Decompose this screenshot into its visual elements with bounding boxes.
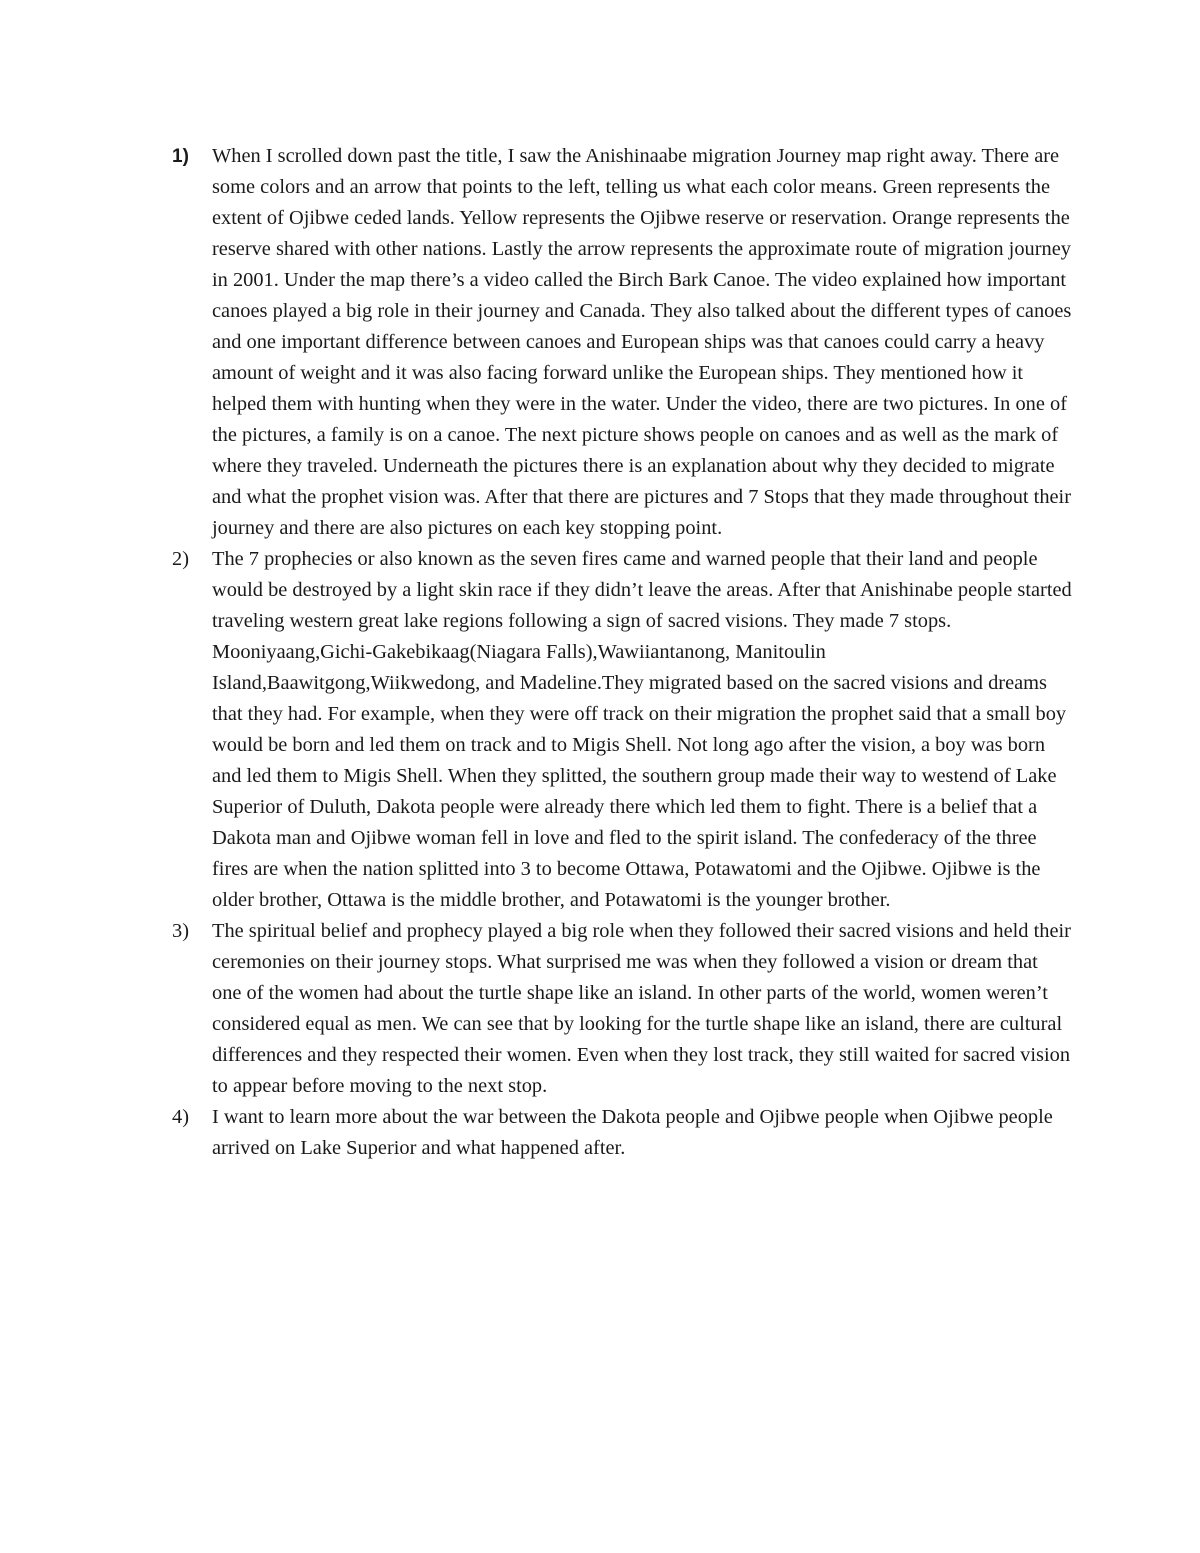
list-item bbox=[172, 544, 1072, 916]
list-item bbox=[172, 916, 1072, 1102]
list-item bbox=[172, 1102, 1072, 1164]
list-item-number: 4) bbox=[172, 1106, 189, 1128]
list-item-text: I want to learn more about the war between the Dakota people and Ojibwe people when Ojibwe people arrived on Lake Superior and what happened after. bbox=[212, 1106, 1053, 1159]
list-item-text: When I scrolled down past the title, I saw the Anishinaabe migration Journey map right away. There are some colors and an arrow that points to the left, telling us what each color means. Green represents the extent of Ojibwe ceded lands. Yellow represents the Ojibwe reserve or reservation. Orange represents the reserve shared with other nations. Lastly the arrow represents the approximate route of migration journey in 2001. Under the map there’s a video called the Birch Bark Canoe. The video explained how important canoes played a big role in their journey and Canada. They also talked about the different types of canoes and one important difference between canoes and European ships was that canoes could carry a heavy amount of weight and it was also facing forward unlike the European ships. They mentioned how it helped them with hunting when they were in the water. Under the video, there are two pictures. In one of the pictures, a family is on a canoe. The next picture shows people on canoes and as well as the mark of where they traveled. Underneath the pictures there is an explanation about why they decided to migrate and what the prophet vision was. After that there are pictures and 7 Stops that they made throughout their journey and there are also pictures on each key stopping point. bbox=[212, 145, 1072, 539]
list-item bbox=[172, 141, 1072, 544]
list-item-number: 3) bbox=[172, 920, 189, 942]
list-item-text: The 7 prophecies or also known as the seven fires came and warned people that their land and people would be destroyed by a light skin race if they didn’t leave the areas. After that Anishinabe people started traveling western great lake regions following a sign of sacred visions. They made 7 stops. Mooniyaang,Gichi-Gakebikaag(Niagara Falls),Wawiiantanong, Manitoulin Island,Baawitgong,Wiikwedong, and Madeline.They migrated based on the sacred visions and dreams that they had. For example, when they were off track on their migration the prophet said that a small boy would be born and led them on track and to Migis Shell. Not long ago after the vision, a boy was born and led them to Migis Shell. When they splitted, the southern group made their way to westend of Lake Superior of Duluth, Dakota people were already there which led them to fight. There is a belief that a Dakota man and Ojibwe woman fell in love and fled to the spirit island. The confederacy of the three fires are when the nation splitted into 3 to become Ottawa, Potawatomi and the Ojibwe. Ojibwe is the older brother, Ottawa is the middle brother, and Potawatomi is the younger brother. bbox=[212, 548, 1072, 911]
list-item-number: 2) bbox=[172, 548, 189, 570]
list-item-text: The spiritual belief and prophecy played a big role when they followed their sacred visions and held their ceremonies on their journey stops. What surprised me was when they followed a vision or dream that one of the women had about the turtle shape like an island. In other parts of the world, women weren’t considered equal as men. We can see that by looking for the turtle shape like an island, there are cultural differences and they respected their women. Even when they lost track, they still waited for sacred vision to appear before moving to the next stop. bbox=[212, 920, 1071, 1097]
numbered-list bbox=[172, 141, 1072, 1164]
list-item-number: 1) bbox=[172, 146, 189, 167]
